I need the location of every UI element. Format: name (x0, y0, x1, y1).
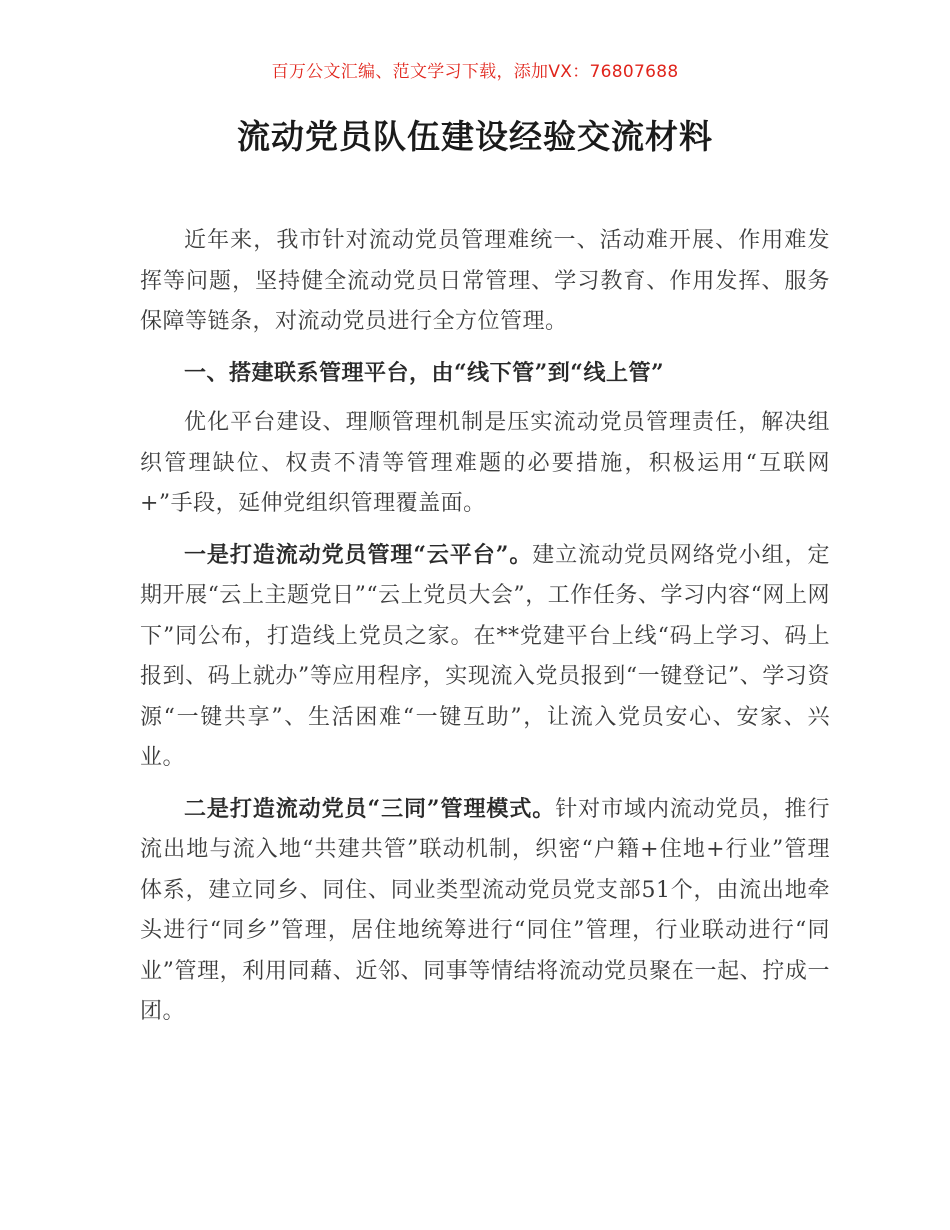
point-one-text: 建立流动党员网络党小组，定期开展“云上主题党日”“云上党员大会”，工作任务、学习内容“网上网下”同公布，打造线上党员之家。在**党建平台上线“码上学习、码上报到、码上就办”等应用程序，实现流入党员报到“一键登记”、学习资源“一键共享”、生活困难“一键互助”，让流入党员安心、安家、兴业。 (140, 542, 830, 770)
section-intro-paragraph: 优化平台建设、理顺管理机制是压实流动党员管理责任，解决组织管理缺位、权责不清等管理难题的必要措施，积极运用“互联网+”手段，延伸党组织管理覆盖面。 (140, 410, 830, 516)
document-body (140, 221, 830, 1033)
document-title: 流动党员队伍建设经验交流材料 (237, 117, 713, 156)
point-two-lead: 二是打造流动党员“三同”管理模式。 (184, 795, 556, 822)
point-one-lead: 一是打造流动党员管理“云平台”。 (184, 541, 533, 568)
section-heading: 一、搭建联系管理平台，由“线下管”到“线上管” (184, 359, 665, 386)
point-one-paragraph (140, 535, 830, 779)
point-two-text: 针对市域内流动党员，推行流出地与流入地“共建共管”联动机制，织密“户籍+住地+行业”管理体系，建立同乡、同住、同业类型流动党员党支部51个，由流出地牵头进行“同乡”管理，居住地统筹进行“同住”管理，行业联动进行“同业”管理，利用同藉、近邻、同事等情结将流动党员聚在一起、拧成一团。 (140, 796, 830, 1024)
header-note: 百万公文汇编、范文学习下载，添加VX：76807688 (271, 62, 679, 82)
intro-paragraph: 近年来，我市针对流动党员管理难统一、活动难开展、作用难发挥等问题，坚持健全流动党员日常管理、学习教育、作用发挥、服务保障等链条，对流动党员进行全方位管理。 (140, 228, 830, 334)
point-two-paragraph (140, 789, 830, 1033)
